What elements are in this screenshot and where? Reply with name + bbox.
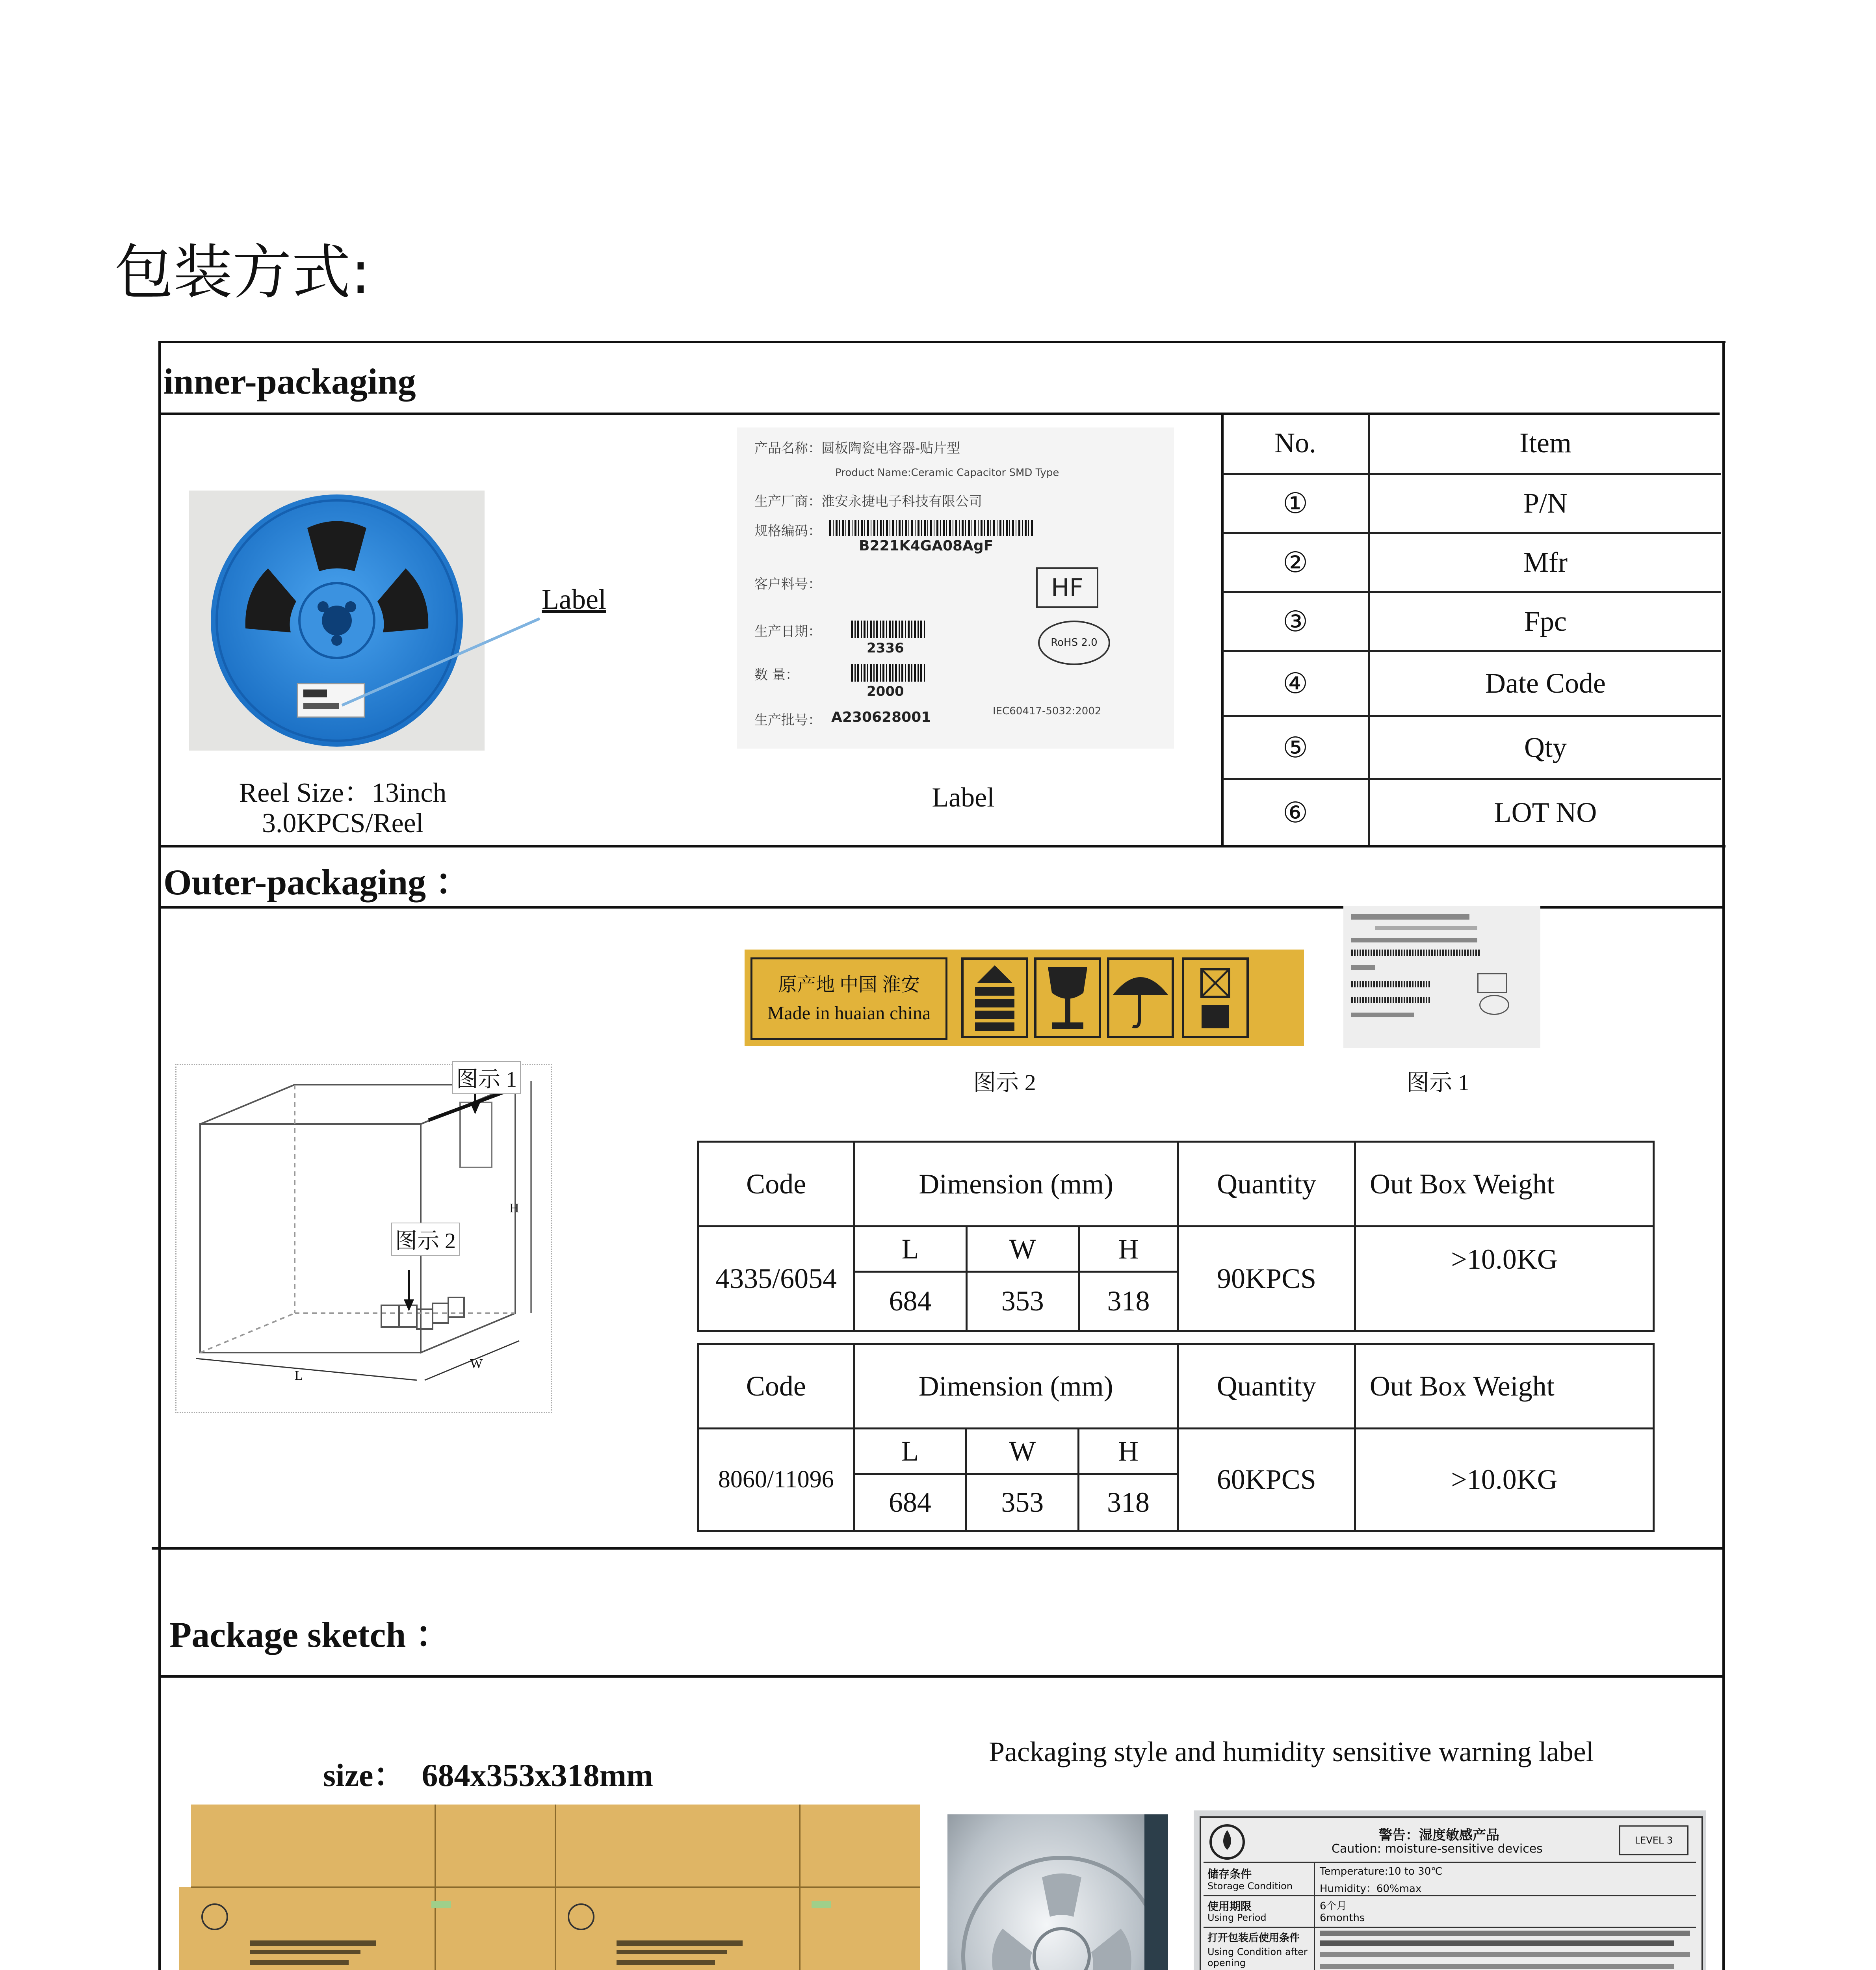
carton-h-value: 318 <box>1079 1474 1178 1531</box>
outer-label-thumb <box>1343 906 1540 1048</box>
carton-w-value: 353 <box>966 1272 1079 1331</box>
label-customer-pn: 客户料号： <box>754 576 821 592</box>
moisture-warning-icon <box>1207 1822 1247 1862</box>
warn-level-box: LEVEL 3 <box>1619 1825 1688 1855</box>
table-cell-item: Mfr <box>1369 533 1721 592</box>
label-product-name-en: Product Name:Ceramic Capacitor SMD Type <box>835 467 1059 479</box>
carton-w-value: 353 <box>966 1474 1079 1531</box>
warn-period-cn: 使用期限 <box>1207 1900 1252 1913</box>
packaging-style-caption: Packaging style and humidity sensitive warning label <box>989 1736 1594 1767</box>
carton-weight: >10.0KG <box>1355 1227 1654 1331</box>
carton-flat-icon <box>179 1805 920 1970</box>
carton-code: 8060/11096 <box>698 1429 854 1531</box>
carton-table-1 <box>697 1141 1655 1332</box>
label-iec: IEC60417-5032:2002 <box>993 705 1101 717</box>
carton-l-header: L <box>854 1429 966 1474</box>
box-dim-h: H <box>509 1201 519 1215</box>
warn-period-en: Using Period <box>1207 1912 1267 1923</box>
label-date-value: 2336 <box>867 640 904 656</box>
inner-packaging-title: inner-packaging <box>163 361 416 401</box>
warn-storage-cn: 储存条件 <box>1207 1868 1252 1881</box>
label-barcode-1 <box>829 520 1034 536</box>
carton-quantity-header: Quantity <box>1178 1344 1355 1429</box>
carton-h-header: H <box>1079 1227 1178 1272</box>
box-dim-w: W <box>470 1357 483 1371</box>
carton-h-value: 318 <box>1079 1272 1178 1331</box>
sketch-title-line <box>160 1675 1724 1678</box>
outer-label-caption: 图示 1 <box>1406 1070 1469 1095</box>
table-cell-no: ④ <box>1222 651 1369 716</box>
package-sketch-title: Package sketch ： <box>169 1615 451 1655</box>
table-cell-no: ② <box>1222 533 1369 592</box>
carton-l-value: 684 <box>854 1272 966 1331</box>
label-barcode-3 <box>851 664 926 682</box>
box-outline-icon <box>176 1065 551 1412</box>
inner-label-card <box>737 427 1174 749</box>
outer-bottom-line <box>152 1547 1724 1550</box>
label-rohs-badge: RoHS 2.0 <box>1038 621 1110 665</box>
reel-size-caption: Reel Size：13inch <box>239 778 447 808</box>
table-cell-item: Qty <box>1369 716 1721 779</box>
table-row <box>1222 651 1721 716</box>
table-header-no: No. <box>1222 414 1369 474</box>
label-callout-line <box>339 615 544 709</box>
table-cell-no: ⑤ <box>1222 716 1369 779</box>
warn-period-en-value: 6months <box>1320 1912 1365 1924</box>
box-label-1: 图示 1 <box>452 1061 521 1094</box>
label-pn-value: B221K4GA08AgF <box>859 538 994 554</box>
table-cell-item: Fpc <box>1369 592 1721 651</box>
stacking-limit-icon <box>961 957 1028 1038</box>
carton-code-header: Code <box>698 1142 854 1227</box>
shipping-marks-strip <box>745 950 1304 1046</box>
warn-title-cn: 警告：湿度敏感产品 <box>1379 1827 1499 1843</box>
reel-label-callout: Label <box>542 584 606 615</box>
recycle-box-icon <box>1182 957 1249 1038</box>
foil-bag-photo <box>947 1814 1168 1970</box>
label-lot: 生产批号： <box>754 712 821 728</box>
outer-box-drawing <box>175 1064 552 1413</box>
box-size-label: size： 684x353x318mm <box>323 1757 654 1793</box>
keep-dry-icon <box>1107 957 1174 1038</box>
inner-bottom-line <box>160 845 1726 847</box>
humidity-warning-label <box>1194 1810 1706 1970</box>
table-cell-item: Date Code <box>1369 651 1721 716</box>
carton-quantity: 90KPCS <box>1178 1227 1355 1331</box>
carton-weight-header: Out Box Weight <box>1355 1344 1653 1429</box>
carton-h-header: H <box>1079 1429 1178 1474</box>
carton-w-header: W <box>966 1429 1079 1474</box>
carton-weight: >10.0KG <box>1355 1429 1653 1531</box>
table-row <box>1222 533 1721 592</box>
table-cell-no: ⑥ <box>1222 779 1369 845</box>
carton-quantity: 60KPCS <box>1178 1429 1355 1531</box>
label-manufacturer: 生产厂商：淮安永捷电子科技有限公司 <box>754 494 982 509</box>
carton-code: 4335/6054 <box>698 1227 854 1331</box>
table-row <box>1222 716 1721 779</box>
label-date: 生产日期： <box>754 624 821 639</box>
inner-label-caption: Label <box>932 782 995 813</box>
reel-qty-caption: 3.0KPCS/Reel <box>262 808 424 838</box>
table-cell-no: ③ <box>1222 592 1369 651</box>
frame-top-line <box>160 341 1726 343</box>
table-cell-no: ① <box>1222 474 1369 533</box>
warn-condition-cn: 打开包装后使用条件 <box>1207 1932 1300 1944</box>
frame-right-line <box>1722 341 1725 1548</box>
box-dim-l: L <box>295 1368 303 1383</box>
outer-packaging-title: Outer-packaging ： <box>163 862 472 902</box>
carton-code-header: Code <box>698 1344 854 1429</box>
warn-storage-humidity: Humidity：60%max <box>1320 1883 1422 1895</box>
label-qty-value: 2000 <box>867 684 904 699</box>
unfolded-carton-drawing <box>179 1805 920 1970</box>
table-row <box>1222 474 1721 533</box>
carton-weight-header: Out Box Weight <box>1355 1142 1654 1227</box>
carton-table-2 <box>697 1343 1655 1532</box>
table-row <box>1222 592 1721 651</box>
carton-dimension-header: Dimension (mm) <box>854 1142 1178 1227</box>
carton-quantity-header: Quantity <box>1178 1142 1355 1227</box>
sketch-left-line <box>158 1548 161 1970</box>
carton-w-header: W <box>966 1227 1079 1272</box>
frame-left-line <box>158 341 161 1548</box>
warn-condition-en: Using Condition after opening <box>1207 1946 1308 1968</box>
label-quantity: 数 量： <box>754 667 799 683</box>
table-cell-item: P/N <box>1369 474 1721 533</box>
fragile-icon <box>1034 957 1101 1038</box>
carton-l-header: L <box>854 1227 966 1272</box>
carton-dimension-header: Dimension (mm) <box>854 1344 1178 1429</box>
box-label-2: 图示 2 <box>391 1223 460 1256</box>
warn-period-cn-value: 6个月 <box>1320 1900 1347 1912</box>
page-heading: 包装方式: <box>114 238 371 307</box>
table-row <box>1222 779 1721 845</box>
label-product-name: 产品名称：圆板陶瓷电容器-贴片型 <box>754 440 960 456</box>
warn-storage-temp: Temperature:10 to 30℃ <box>1320 1866 1443 1877</box>
sketch-right-line <box>1722 1548 1725 1970</box>
label-lot-value: A230628001 <box>831 709 931 725</box>
shielding-bag-icon <box>947 1814 1168 1970</box>
origin-line-en: Made in huaian china <box>767 1003 931 1024</box>
warn-title-en: Caution: moisture-sensitive devices <box>1332 1842 1543 1856</box>
label-barcode-2 <box>851 621 926 638</box>
inner-item-table <box>1222 414 1721 845</box>
marks-caption: 图示 2 <box>973 1070 1036 1095</box>
origin-mark <box>750 957 947 1040</box>
table-header-item: Item <box>1369 414 1721 474</box>
label-spec-code: 规格编码： <box>754 523 821 539</box>
carton-l-value: 684 <box>854 1474 966 1531</box>
label-hf-badge: HF <box>1036 567 1098 608</box>
warn-storage-en: Storage Condition <box>1207 1881 1293 1892</box>
table-cell-item: LOT NO <box>1369 779 1721 845</box>
origin-line-cn: 原产地 中国 淮安 <box>778 974 920 995</box>
